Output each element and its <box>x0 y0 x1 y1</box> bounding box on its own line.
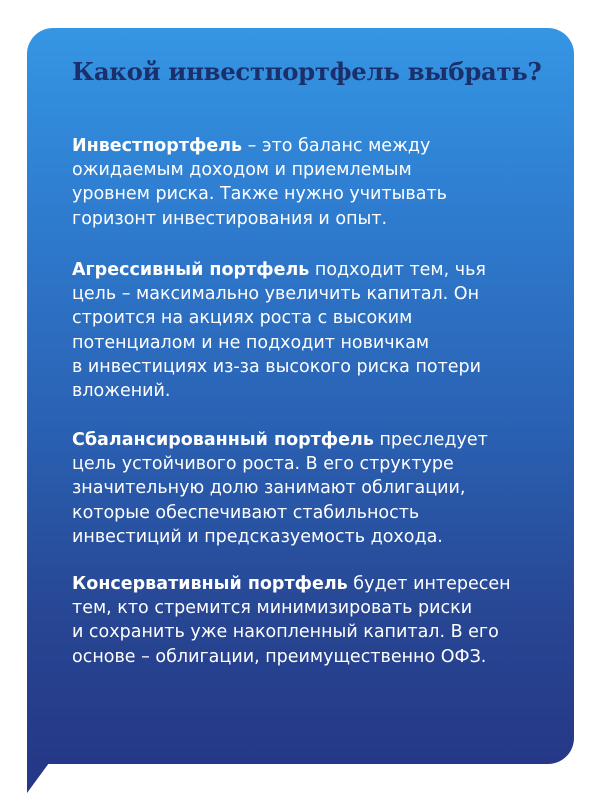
paragraph-line: уровнем риска. Также нужно учитывать <box>72 184 447 205</box>
paragraph-line: в инвестициях из-за высокого риска потери <box>72 356 482 377</box>
paragraph-aggressive-portfolio <box>72 258 486 403</box>
paragraph-line: цель устойчивого роста. В его структуре <box>72 454 454 475</box>
paragraph-conservative-portfolio <box>72 572 511 669</box>
paragraph-line: Инвестпортфель – это баланс между <box>72 136 431 156</box>
term-balanced-portfolio: Сбалансированный портфель <box>72 430 374 450</box>
paragraph-line: вложений. <box>72 381 171 402</box>
paragraph-line: Агрессивный портфель подходит тем, чья <box>72 260 486 280</box>
paragraph-line: горизонт инвестирования и опыт. <box>72 208 388 229</box>
paragraph-line: Сбалансированный портфель преследует <box>72 430 488 450</box>
paragraph-line: тем, кто стремится минимизировать риски <box>72 598 473 619</box>
paragraph-line: и сохранить уже накопленный капитал. В его <box>72 622 499 643</box>
speech-bubble-tail <box>27 763 49 793</box>
paragraph-line: строится на акциях роста с высоким <box>72 308 413 329</box>
term-investment-portfolio: Инвестпортфель <box>72 136 243 156</box>
paragraph-balanced-portfolio <box>72 428 488 549</box>
paragraph-investment-portfolio <box>72 134 447 231</box>
term-aggressive-portfolio: Агрессивный портфель <box>72 260 310 280</box>
paragraph-line: Консервативный портфель будет интересен <box>72 574 511 594</box>
term-conservative-portfolio: Консервативный портфель <box>72 574 348 594</box>
paragraph-line: ожидаемым доходом и приемлемым <box>72 160 412 181</box>
paragraph-line: основе – облигации, преимущественно ОФЗ. <box>72 646 487 667</box>
paragraph-line: значительную долю занимают облигации, <box>72 478 466 499</box>
paragraph-line: которые обеспечивают стабильность <box>72 502 420 523</box>
page-title: Какой инвестпортфель выбрать? <box>72 57 542 86</box>
paragraph-line: цель – максимально увеличить капитал. Он <box>72 284 480 305</box>
paragraph-line: потенциалом и не подходит новичкам <box>72 332 430 353</box>
paragraph-line: инвестиций и предсказуемость дохода. <box>72 526 443 547</box>
